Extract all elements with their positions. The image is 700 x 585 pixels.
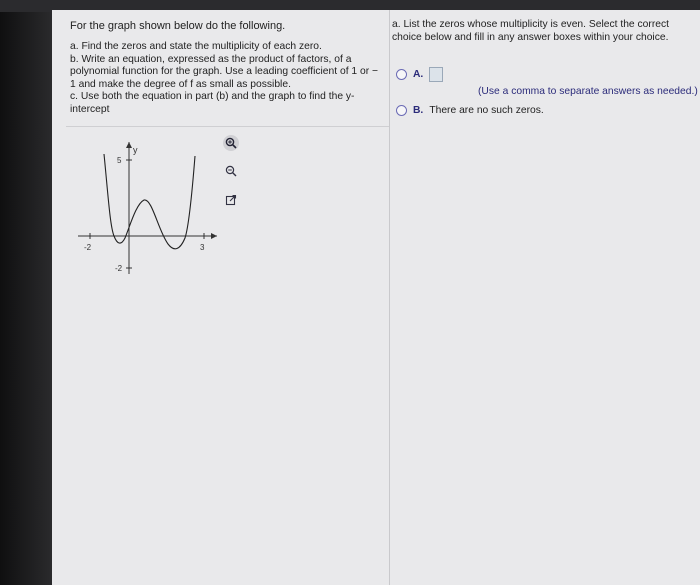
popout-button[interactable] [223,192,239,208]
answer-instruction: a. List the zeros whose multiplicity is even. Select the correct choice below and fill in any answer boxes within your choice. [392,19,669,43]
choice-a-hint: (Use a comma to separate answers as needed.) [478,86,698,97]
zoom-out-button[interactable] [223,163,239,179]
choice-a[interactable] [396,67,443,82]
polynomial-graph [72,134,222,289]
choice-b-letter: B. [413,105,424,116]
monitor-bezel [0,0,52,585]
question-part-b: b. Write an equation, expressed as the product of factors, of a polynomial function for the graph. Use a leading coefficient of 1 or − 1 and make the degree of f as small as possible. [70,53,379,90]
question-title: For the graph shown below do the following. [70,20,286,32]
y-axis-label: y [133,145,138,155]
choice-a-radio[interactable] [396,69,407,80]
zoom-out-icon [225,165,237,177]
answer-pane [390,10,700,585]
zoom-in-button[interactable] [223,135,239,151]
choice-b[interactable] [396,105,544,116]
choice-a-letter: A. [413,69,424,80]
screen [52,10,700,585]
question-parts [70,41,382,117]
divider [66,126,389,127]
y-axis-arrow [126,142,132,148]
question-part-a: a. Find the zeros and state the multiplicity of each zero. [70,41,322,52]
choice-b-radio[interactable] [396,105,407,116]
x-tick-label-right: 3 [200,243,205,252]
zoom-in-icon [225,137,237,149]
question-pane [52,10,390,585]
y-tick-label-bottom: -2 [115,264,123,273]
choice-a-answer-box[interactable] [429,67,443,82]
x-tick-label-left: -2 [84,243,92,252]
x-axis-arrow [211,233,217,239]
choice-b-text: There are no such zeros. [429,105,544,116]
open-external-icon [225,194,237,206]
polynomial-curve [104,154,195,249]
question-part-c: c. Use both the equation in part (b) and the graph to find the y-intercept [70,91,355,115]
y-tick-label-top: 5 [117,156,122,165]
